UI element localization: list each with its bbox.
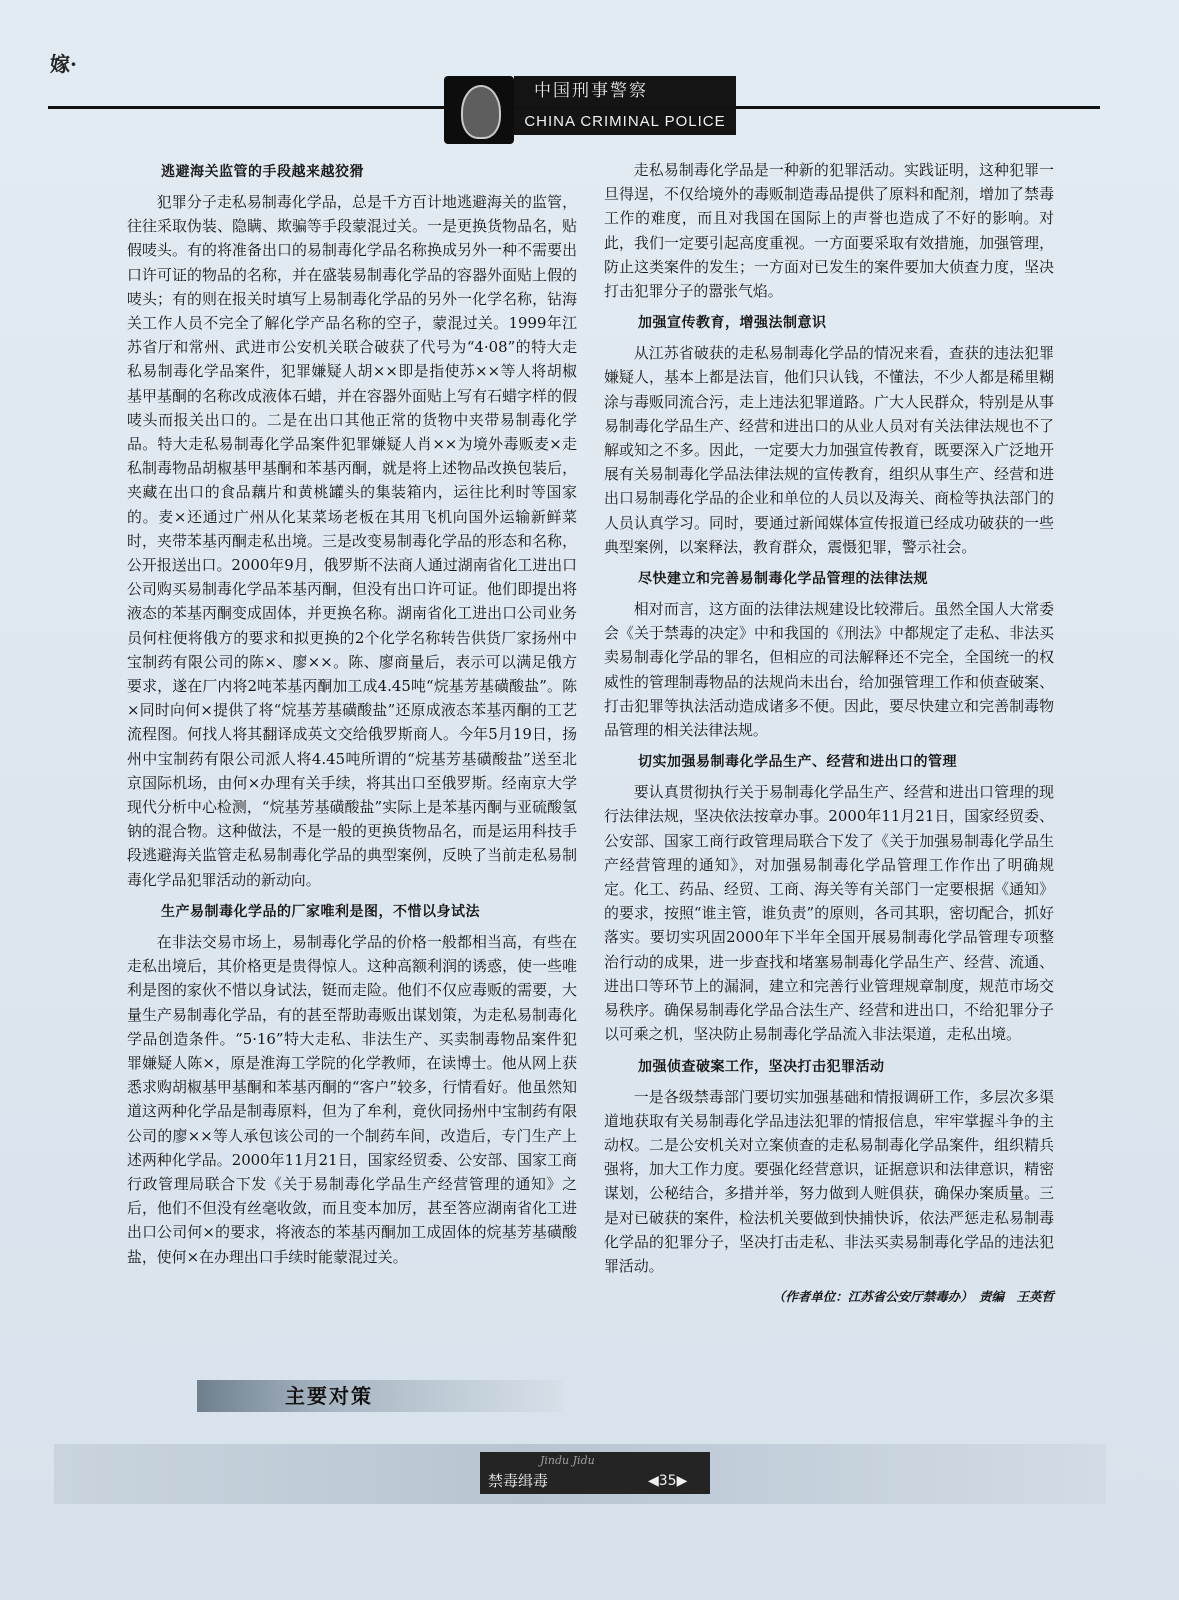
page-number: ◀35▶ xyxy=(648,1473,688,1489)
author-credit: （作者单位：江苏省公安厅禁毒办） 责编 王英哲 xyxy=(772,1289,1054,1305)
section-heading: 加强宣传教育，增强法制意识 xyxy=(638,315,827,332)
paragraph: 犯罪分子走私易制毒化学品，总是千方百计地逃避海关的监管，往往采取伪装、隐瞒、欺骗等手段蒙混过关。一是更换货物品名，贴假唛头。有的将准备出口的易制毒化学品名称换成另外一种不需要出口许可证的物品的名称，并在盛装易制毒化学品的容器外面贴上假的唛头；有的则在报关时填写上易制毒化学品的另外一化学名称，钻海关工作人员不完全了解化学产品名称的空子，蒙混过关。1999年江苏省厅和常州、武进市公安机关联合破获了代号为“4·08”的特大走私易制毒化学品案件，犯罪嫌疑人胡××即是指使苏××等人将胡椒基甲基酮的名称改成液体石蜡，并在容器外面贴上写有石蜡字样的假唛头而报关出口的。二是在出口其他正常的货物中夹带易制毒化学品。特大走私易制毒化学品案件犯罪嫌疑人肖××为境外毒贩麦×走私制毒物品胡椒基甲基酮和苯基丙酮，就是将上述物品改换包装后，夹藏在出口的食品藕片和黄桃罐头的集装箱内，运往比利时等国家的。麦×还通过广州从化某菜场老板在其用飞机向国外运输新鲜菜时，夹带苯基丙酮走私出境。三是改变易制毒化学品的形态和名称，公开报送出口。2000年9月，俄罗斯不法商人通过湖南省化工进出口公司购买易制毒化学品苯基丙酮，但没有出口许可证。他们即提出将液态的苯基丙酮变成固体，并更换名称。湖南省化工进出口公司业务员何柱便将俄方的要求和拟更换的2个化学名称转告供货厂家扬州中宝制药有限公司的陈×、廖××。陈、廖商量后，表示可以满足俄方要求，遂在厂内将2吨苯基丙酮加工成4.45吨“烷基芳基磺酸盐”。陈×同时向何×提供了将“烷基芳基磺酸盐”还原成液态苯基丙酮的工艺流程图。何找人将其翻译成英文交给俄罗斯商人。今年5月19日，扬州中宝制药有限公司派人将4.45吨所谓的“烷基芳基磺酸盐”送至北京国际机场，由何×办理有关手续，将其出口至俄罗斯。经南京大学现代分析中心检测，“烷基芳基磺酸盐”实际上是苯基丙酮与亚硫酸氢钠的混合物。这种做法，不是一般的更换货物品名，而是运用科技手段逃避海关监管走私易制毒化学品的典型案例，反映了当前走私易制毒化学品犯罪活动的新动向。 xyxy=(127,193,577,889)
journal-title-en: CHINA CRIMINAL POLICE xyxy=(514,109,736,135)
section-banner-label: 主要对策 xyxy=(285,1384,373,1408)
section-heading: 切实加强易制毒化学品生产、经营和进出口的管理 xyxy=(638,754,957,771)
section-heading: 尽快建立和完善易制毒化学品管理的法律法规 xyxy=(638,571,928,588)
footer-script: Jindu Jidu xyxy=(540,1454,595,1467)
section-heading: 逃避海关监管的手段越来越狡猾 xyxy=(161,164,364,180)
paragraph: 一是各级禁毒部门要切实加强基础和情报调研工作，多层次多渠道地获取有关易制毒化学品违法犯罪的情报信息，牢牢掌握斗争的主动权。二是公安机关对立案侦查的走私易制毒化学品案件，组织精兵强将，加大工作力度。要强化经营意识，证据意识和法律意识，精密谋划，公秘结合，多措并举，努力做到人赃俱获，确保办案质量。三是对已破获的案件，检法机关要做到快捕快诉，依法严惩走私易制毒化学品的犯罪分子，坚决打击走私、非法买卖易制毒化学品的违法犯罪活动。 xyxy=(604,1087,1054,1275)
corner-mark: 嫁· xyxy=(50,52,77,76)
footer-title: 禁毒缉毒 xyxy=(488,1472,549,1490)
paragraph: 在非法交易市场上，易制毒化学品的价格一般都相当高，有些在走私出境后，其价格更是贵得惊人。这种高额利润的诱惑，使一些唯利是图的家伙不惜以身试法，铤而走险。他们不仅应毒贩的需要，大量生产易制毒化学品，有的甚至帮助毒贩出谋划策，为走私易制毒化学品创造条件。“5·16”特大走私、非法生产、买卖制毒物品案件犯罪嫌疑人陈×，原是淮海工学院的化学教师，在读博士。他从网上获悉求购胡椒基甲基酮和苯基丙酮的“客户”较多，行情看好。他虽然知道这两种化学品是制毒原料，但为了牟利，竟伙同扬州中宝制药有限公司的廖××等人承包该公司的一个制药车间，改造后，专门生产上述两种化学品。2000年11月21日，国家经贸委、公安部、国家工商行政管理局联合下发《关于易制毒化学品生产经营管理的通知》之后，他们不但没有丝毫收敛，而且变本加厉，甚至答应湖南省化工进出口公司何×的要求，将液态的苯基丙酮加工成固体的烷基芳基磺酸盐，使何×在办理出口手续时能蒙混过关。 xyxy=(127,932,577,1266)
right-column xyxy=(604,158,1054,1310)
left-column xyxy=(127,158,577,1275)
police-badge-icon xyxy=(444,76,514,144)
section-banner xyxy=(197,1380,562,1412)
paragraph: 要认真贯彻执行关于易制毒化学品生产、经营和进出口管理的现行法律法规，坚决依法按章办事。2000年11月21日，国家经贸委、公安部、国家工商行政管理局联合下发了《关于加强易制毒化学品生产经营管理的通知》，对加强易制毒化学品管理工作作出了明确规定。化工、药品、经贸、工商、海关等有关部门一定要根据《通知》的要求，按照“谁主管，谁负责”的原则，各司其职，密切配合，抓好落实。要切实巩固2000年下半年全国开展易制毒化学品管理专项整治行动的成果，进一步查找和堵塞易制毒化学品生产、经营、流通、进出口等环节上的漏洞，建立和完善行业管理规章制度，规范市场交易秩序。确保易制毒化学品合法生产、经营和进出口，不给犯罪分子以可乘之机，坚决防止易制毒化学品流入非法渠道，走私出境。 xyxy=(604,783,1054,1044)
journal-title-cn: 中国刑事警察 xyxy=(514,76,736,106)
paragraph: 相对而言，这方面的法律法规建设比较滞后。虽然全国人大常委会《关于禁毒的决定》中和我国的《刑法》中都规定了走私、非法买卖易制毒化学品的罪名，但相应的司法解释还不完全，全国统一的权威性的管理制毒物品的法规尚未出台，给加强管理工作和侦查破案、打击犯罪等执法活动造成诸多不便。因此，要尽快建立和完善制毒物品管理的相关法律法规。 xyxy=(604,600,1054,740)
section-heading: 加强侦查破案工作，坚决打击犯罪活动 xyxy=(638,1058,885,1075)
paragraph: 从江苏省破获的走私易制毒化学品的情况来看，查获的违法犯罪嫌疑人，基本上都是法盲，他们只认钱，不懂法，不少人都是稀里糊涂与毒贩同流合污，走上违法犯罪道路。广大人民群众，特别是从事易制毒化学品生产、经营和进出口的从业人员对有关法律法规也不了解或知之不多。因此，一定要大力加强宣传教育，既要深入广泛地开展有关易制毒化学品法律法规的宣传教育，组织从事生产、经营和进出口易制毒化学品的企业和单位的人员以及海关、商检等执法部门的人员认真学习。同时，要通过新闻媒体宣传报道已经成功破获的一些典型案例，以案释法，教育群众，震慑犯罪，警示社会。 xyxy=(604,344,1054,556)
paragraph: 走私易制毒化学品是一种新的犯罪活动。实践证明，这种犯罪一旦得逞，不仅给境外的毒贩制造毒品提供了原料和配剂，增加了禁毒工作的难度，而且对我国在国际上的声誉也造成了不好的影响。对此，我们一定要引起高度重视。一方面要采取有效措施，加强管理，防止这类案件的发生；一方面对已发生的案件要加大侦查力度，坚决打击犯罪分子的嚣张气焰。 xyxy=(604,161,1054,301)
section-heading: 生产易制毒化学品的厂家唯利是图，不惜以身试法 xyxy=(161,903,480,920)
